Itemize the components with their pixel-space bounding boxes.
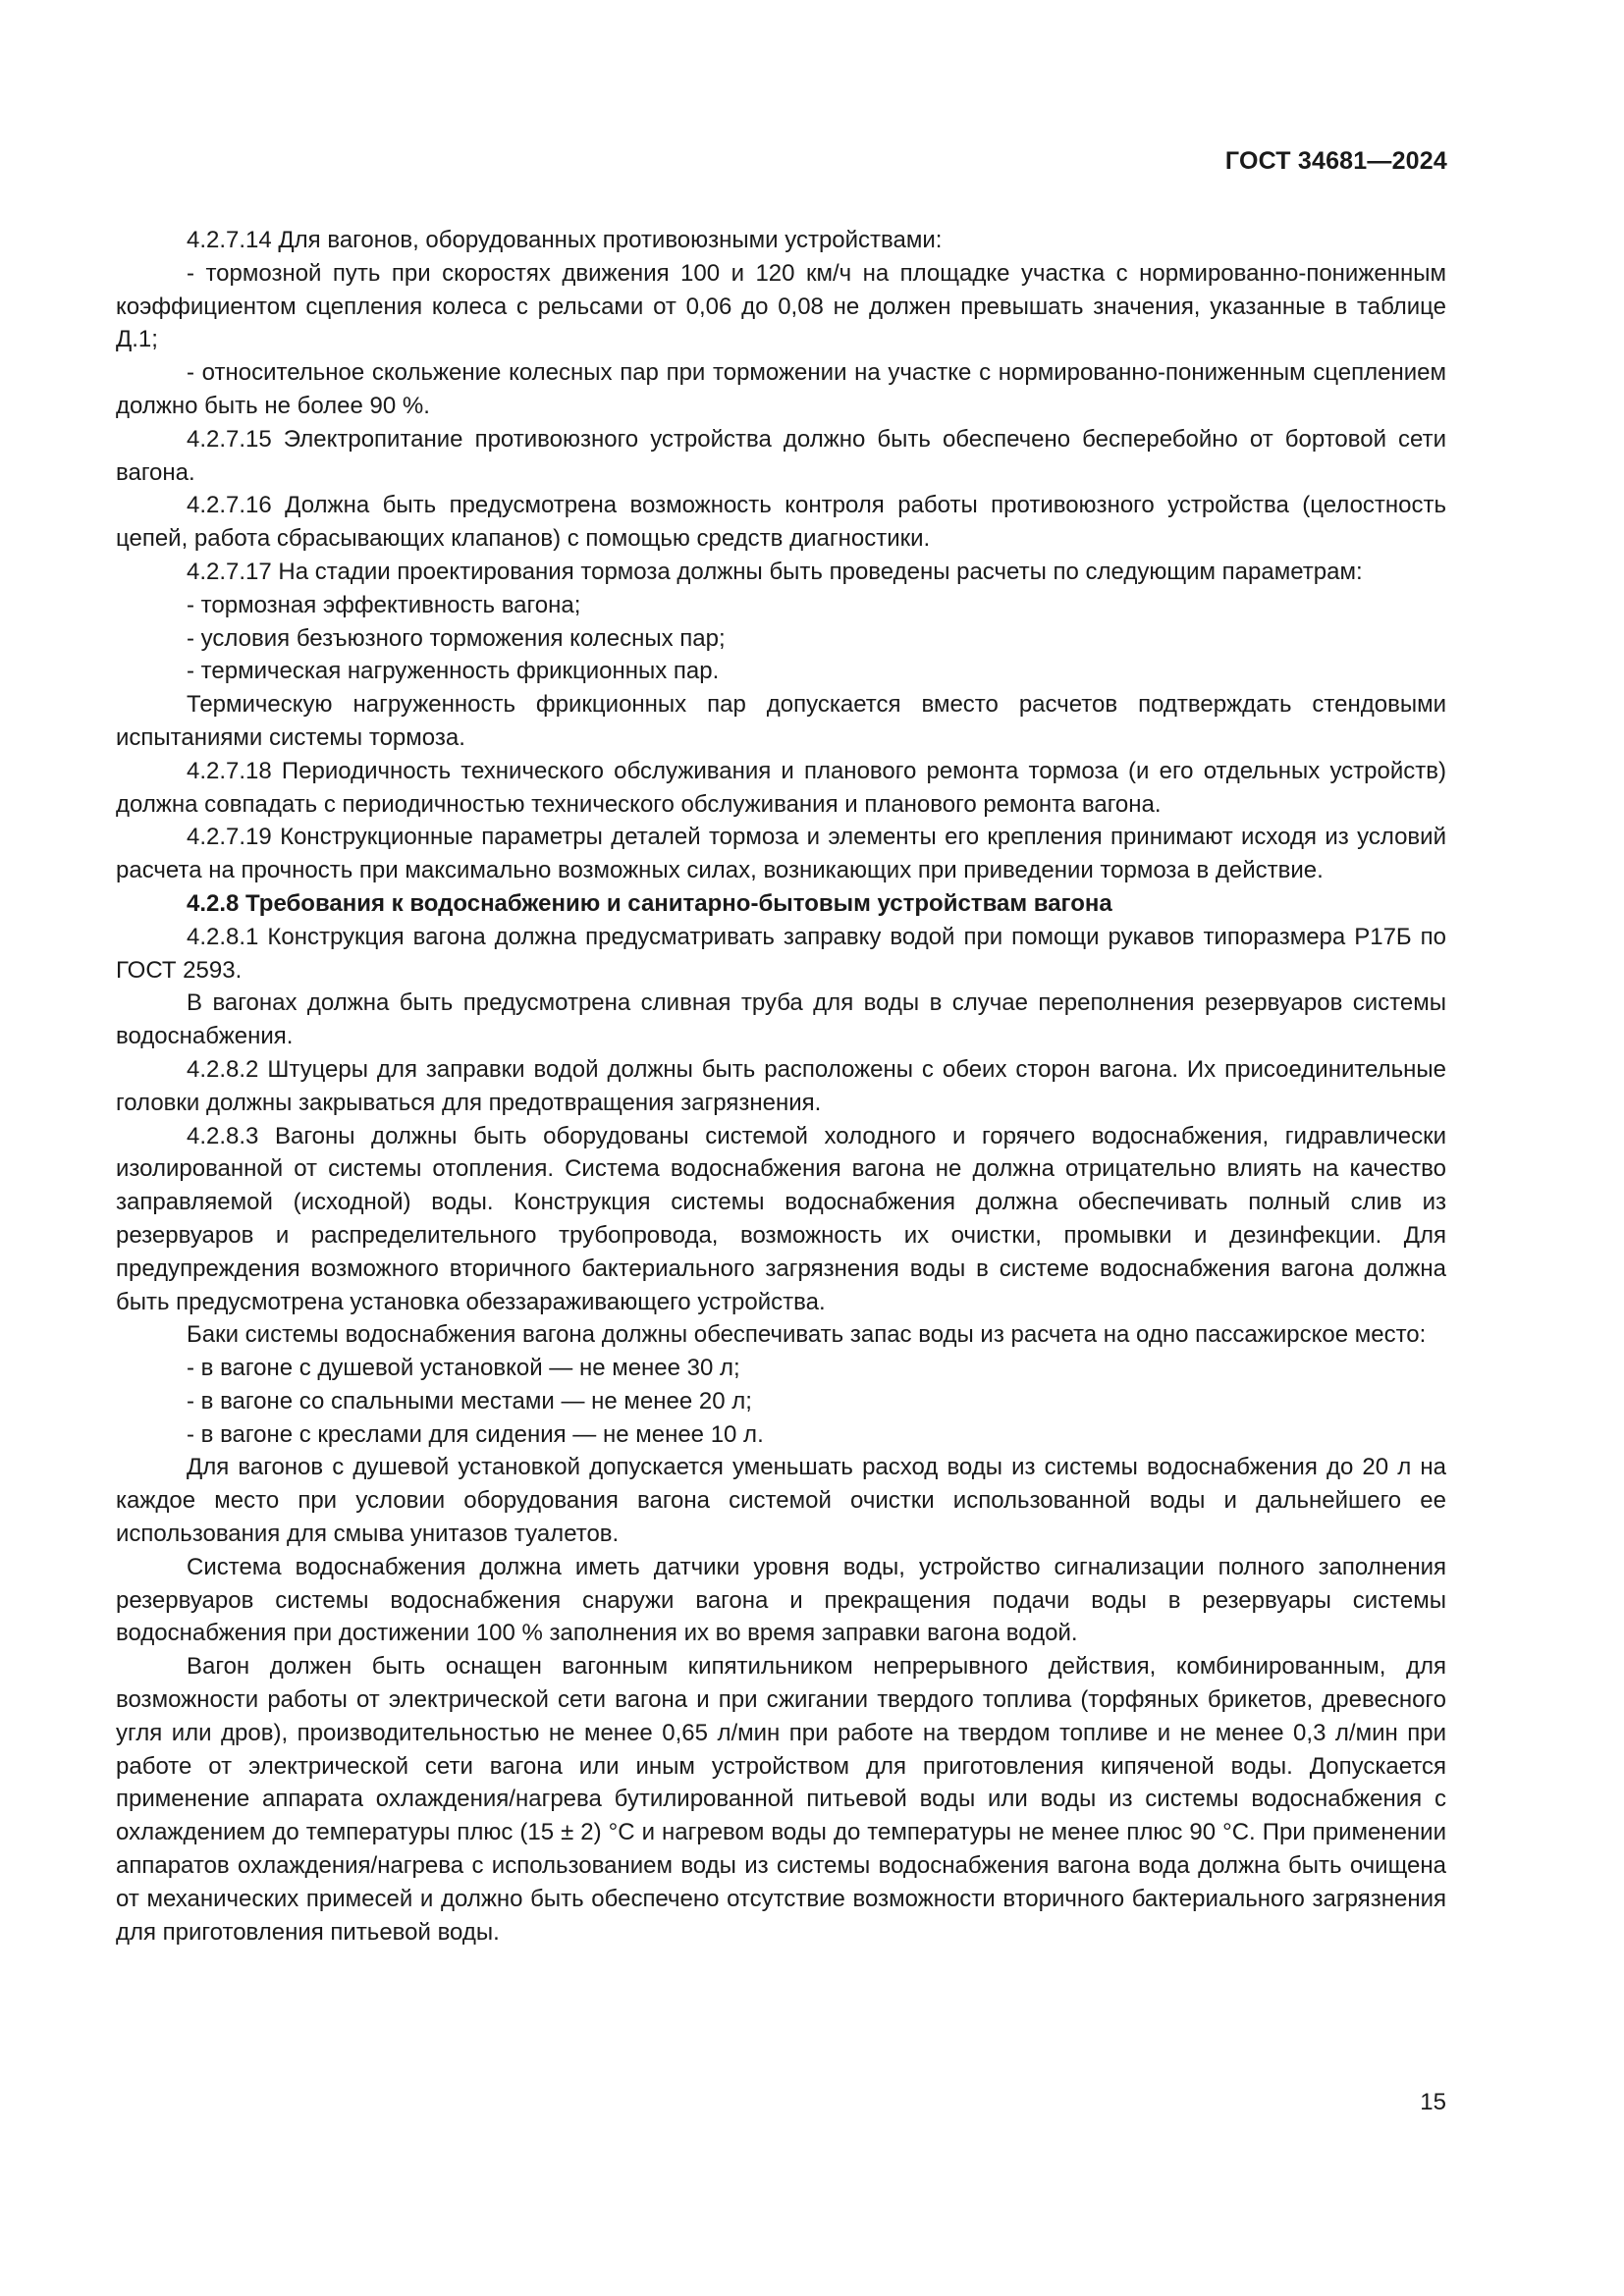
document-body	[116, 224, 1446, 1949]
paragraph: 4.2.7.17 На стадии проектирования тормоза должны быть проведены расчеты по следующим параметрам:	[187, 558, 1363, 585]
page-number: 15	[1420, 2089, 1446, 2115]
paragraph: - относительное скольжение колесных пар при торможении на участке с нормированно-пониженным сцеплением должно быть не более 90 %.	[116, 359, 1446, 419]
paragraph: Вагон должен быть оснащен вагонным кипятильником непрерывного действия, комбинированным, для возможности работы от электрической сети вагона и при сжигании твердого топлива (торфяных брикетов, древесного угля или дров), производительностью не менее 0,65 л/мин при работе на твердом топливе и не менее 0,3 л/мин при работе от электрической сети вагона или иным устройством для приготовления кипяченой воды. Допускается применение аппарата охлаждения/нагрева бутилированной питьевой воды или воды из системы водоснабжения с охлаждением до температуры плюс (15 ± 2) °С и нагревом воды до температуры не менее плюс 90 °С. При применении аппаратов охлаждения/нагрева с использованием воды из системы водоснабжения вагона вода должна быть очищена от механических примесей и должно быть обеспечено отсутствие возможности вторичного бактериального загрязнения для приготовления питьевой воды.	[116, 1653, 1446, 1946]
paragraph: 4.2.7.19 Конструкционные параметры деталей тормоза и элементы его крепления принимают исходя из условий расчета на прочность при максимально возможных силах, возникающих при приведении тормоза в действие.	[116, 824, 1446, 884]
paragraph: - термическая нагруженность фрикционных пар.	[187, 658, 720, 685]
paragraph: Баки системы водоснабжения вагона должны обеспечивать запас воды из расчета на одно пассажирское место:	[187, 1321, 1427, 1349]
paragraph: - условия безъюзного торможения колесных пар;	[187, 624, 726, 652]
document-code-header: ГОСТ 34681—2024	[1224, 147, 1447, 175]
paragraph: 4.2.7.16 Должна быть предусмотрена возможность контроля работы противоюзного устройства (целостность цепей, работа сбрасывающих клапанов) с помощью средств диагностики.	[116, 492, 1446, 553]
paragraph: 4.2.8.3 Вагоны должны быть оборудованы системой холодного и горячего водоснабжения, гидравлически изолированной от системы отопления. Система водоснабжения вагона не должна отрицательно влиять на качество заправляемой (исходной) воды. Конструкция системы водоснабжения должна обеспечивать полный слив из резервуаров и распределительного трубопровода, возможность их очистки, промывки и дезинфекции. Для предупреждения возможного вторичного бактериального загрязнения воды в системе водоснабжения вагона должна быть предусмотрена установка обеззараживающего устройства.	[116, 1122, 1446, 1315]
paragraph: - тормозной путь при скоростях движения 100 и 120 км/ч на площадке участка с нормированно-пониженным коэффициентом сцепления колеса с рельсами от 0,06 до 0,08 не должен превышать значения, указанные в таблице Д.1;	[116, 259, 1446, 353]
paragraph: - тормозная эффективность вагона;	[187, 591, 581, 618]
paragraph: - в вагоне с креслами для сидения — не менее 10 л.	[187, 1420, 764, 1448]
paragraph: 4.2.8.1 Конструкция вагона должна предусматривать заправку водой при помощи рукавов типоразмера Р17Б по ГОСТ 2593.	[116, 923, 1446, 984]
paragraph: Система водоснабжения должна иметь датчики уровня воды, устройство сигнализации полного заполнения резервуаров системы водоснабжения снаружи вагона и прекращения подачи воды в резервуары системы водоснабжения при достижении 100 % заполнения их во время заправки вагона водой.	[116, 1553, 1446, 1647]
paragraph: Термическую нагруженность фрикционных пар допускается вместо расчетов подтверждать стендовыми испытаниями системы тормоза.	[116, 691, 1446, 751]
section-heading: 4.2.8 Требования к водоснабжению и санитарно-бытовым устройствам вагона	[187, 889, 1112, 917]
paragraph: В вагонах должна быть предусмотрена сливная труба для воды в случае переполнения резервуаров системы водоснабжения.	[116, 989, 1446, 1050]
paragraph: 4.2.7.14 Для вагонов, оборудованных противоюзными устройствами:	[187, 227, 943, 253]
paragraph: 4.2.7.18 Периодичность технического обслуживания и планового ремонта тормоза (и его отдельных устройств) должна совпадать с периодичностью технического обслуживания и планового ремонта вагона.	[116, 757, 1446, 818]
paragraph: 4.2.7.15 Электропитание противоюзного устройства должно быть обеспечено бесперебойно от бортовой сети вагона.	[116, 425, 1446, 486]
paragraph: Для вагонов с душевой установкой допускается уменьшать расход воды из системы водоснабжения до 20 л на каждое место при условии оборудования вагона системой очистки использованной воды и дальнейшего ее использования для смыва унитазов туалетов.	[116, 1454, 1446, 1548]
paragraph: - в вагоне со спальными местами — не менее 20 л;	[187, 1387, 752, 1415]
paragraph: 4.2.8.2 Штуцеры для заправки водой должны быть расположены с обеих сторон вагона. Их присоединительные головки должны закрываться для предотвращения загрязнения.	[116, 1055, 1446, 1116]
paragraph: - в вагоне с душевой установкой — не менее 30 л;	[187, 1355, 740, 1382]
